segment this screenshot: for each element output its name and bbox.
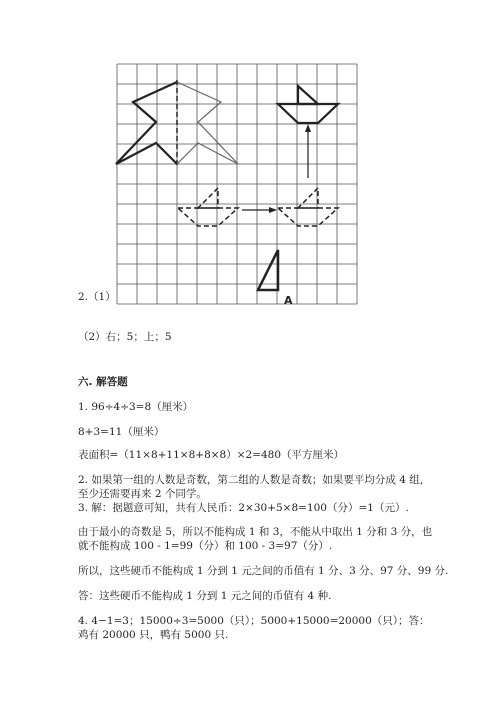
arrow-right-head: [269, 207, 277, 213]
star-shape-right-half: [177, 82, 238, 164]
answer-line-3: 表面积=（11×8+11×8+8×8）×2=480（平方厘米）: [78, 449, 345, 461]
q2-part1-label: 2.（1）: [78, 291, 116, 303]
answer-line-1: 1. 96÷4÷3=8（厘米）: [78, 401, 194, 413]
boat-dashed-left: [178, 188, 238, 226]
answer-line-9: 4. 4−1=3；15000÷3=5000（只）；5000+15000=20000（只）；答：鸡有 20000 只，鸭有 5000 只.: [78, 615, 430, 641]
grid-figure: [0, 0, 500, 330]
answer-line-4: 2. 如果第一组的人数是奇数，第二组的人数是奇数；如果要平均分成 4 组，至少还需要再来 2 个同学。: [78, 474, 431, 500]
star-shape-left-half: [116, 82, 177, 164]
boat-solid: [278, 86, 338, 123]
answer-line-7: 所以，这些硬币不能构成 1 分到 1 元之间的币值有 1 分、3 分、97 分、99 分.: [78, 565, 449, 577]
q2-part2-answer: （2）右；5；上；5: [78, 331, 172, 343]
section-title: 六. 解答题: [78, 376, 128, 388]
answer-line-5: 3. 解：据题意可知，共有人民币：2×30+5×8=100（分）=1（元）.: [78, 502, 409, 514]
boat-dashed-right: [278, 188, 338, 226]
answer-line-6: 由于最小的奇数是 5，所以不能构成 1 和 3，不能从中取出 1 分和 3 分，也就不能构成 100 - 1=99（分）和 100 - 3=97（分）.: [78, 526, 433, 552]
arrow-up-head: [305, 124, 311, 132]
answer-line-8: 答：这些硬币不能构成 1 分到 1 元之间的币值有 4 种.: [78, 590, 332, 602]
grid-lines: [117, 64, 357, 304]
answer-line-2: 8+3=11（厘米）: [78, 426, 165, 438]
point-label-a: A: [284, 294, 293, 307]
